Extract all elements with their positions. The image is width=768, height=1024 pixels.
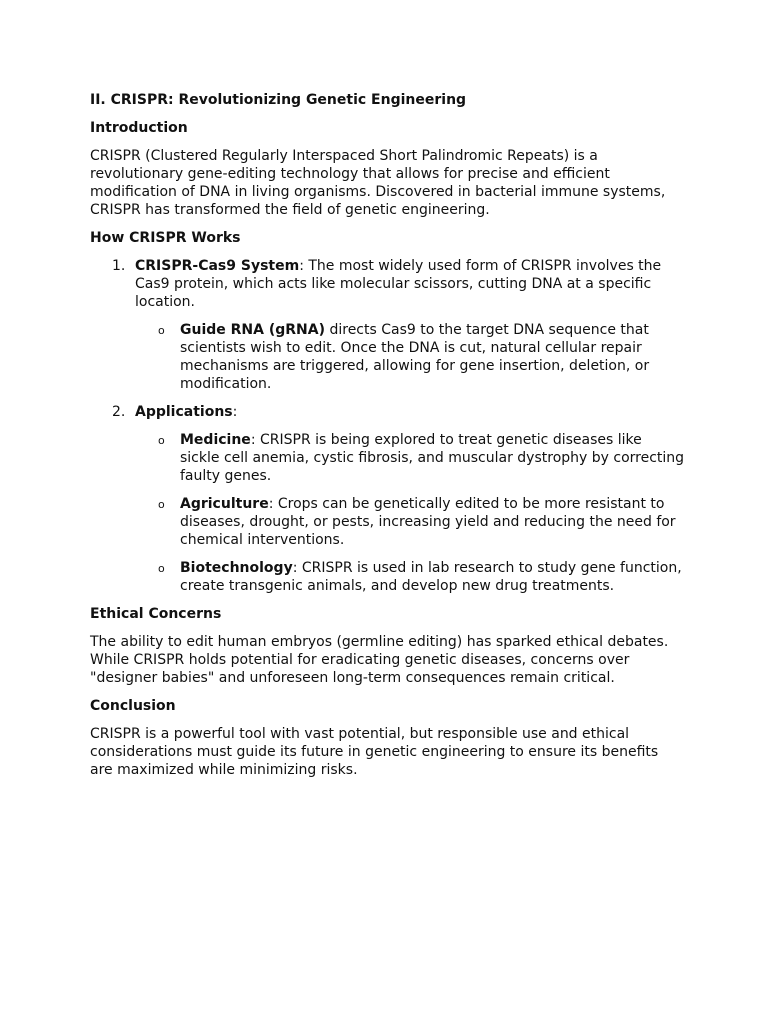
- bullet-marker: o: [158, 562, 165, 575]
- sub-item-term: Guide RNA (gRNA): [180, 322, 326, 338]
- ethical-concerns-paragraph: The ability to edit human embryos (germline editing) has sparked ethical debates. While CRISPR holds potential for eradicating genetic diseases, concerns over "designer babies" and unforeseen long-term consequences remain critical.: [90, 634, 669, 686]
- sub-list-item-biotechnology: [135, 559, 685, 595]
- bullet-marker: o: [158, 498, 165, 511]
- section-heading-conclusion: Conclusion: [90, 698, 176, 714]
- document-page: [90, 91, 685, 789]
- sub-item-text: directs Cas9 to the target DNA sequence that scientists wish to edit. Once the DNA is cut, natural cellular repair mechanisms are triggered, allowing for gene insertion, deletion, or modification.: [180, 322, 650, 392]
- list-item-term: Applications: [135, 404, 233, 420]
- list-item-text: : The most widely used form of CRISPR involves the Cas9 protein, which acts like molecular scissors, cutting DNA at a specific location.: [135, 258, 662, 310]
- sub-list-item-medicine: [135, 431, 685, 485]
- section-heading-introduction: Introduction: [90, 120, 188, 136]
- sub-list: [135, 321, 685, 393]
- document-title: II. CRISPR: Revolutionizing Genetic Engineering: [90, 92, 467, 108]
- sub-list: [135, 431, 685, 595]
- introduction-paragraph: CRISPR (Clustered Regularly Interspaced Short Palindromic Repeats) is a revolutionary gene-editing technology that allows for precise and efficient modification of DNA in living organisms. Discovered in bacterial immune systems, CRISPR has transformed the field of genetic engineering.: [90, 148, 666, 218]
- list-item-crispr-cas9: [90, 257, 685, 393]
- sub-item-term: Medicine: [180, 432, 251, 448]
- sub-list-item-agriculture: [135, 495, 685, 549]
- conclusion-paragraph: CRISPR is a powerful tool with vast potential, but responsible use and ethical considerations must guide its future in genetic engineering to ensure its benefits are maximized while minimizing risks.: [90, 726, 659, 778]
- sub-list-item-guide-rna: [135, 321, 685, 393]
- bullet-marker: o: [158, 324, 165, 337]
- list-item-applications: [90, 403, 685, 595]
- section-heading-ethical-concerns: Ethical Concerns: [90, 606, 222, 622]
- list-marker: 2.: [112, 404, 126, 420]
- sub-item-term: Agriculture: [180, 496, 269, 512]
- numbered-list: [90, 257, 685, 595]
- list-item-term: CRISPR-Cas9 System: [135, 258, 300, 274]
- sub-item-term: Biotechnology: [180, 560, 293, 576]
- sub-item-text: : Crops can be genetically edited to be more resistant to diseases, drought, or pests, increasing yield and reducing the need for chemical interventions.: [180, 496, 676, 548]
- list-marker: 1.: [112, 258, 126, 274]
- list-item-text: :: [232, 404, 238, 420]
- section-heading-how-crispr-works: How CRISPR Works: [90, 230, 241, 246]
- sub-item-text: : CRISPR is used in lab research to study gene function, create transgenic animals, and develop new drug treatments.: [180, 560, 682, 594]
- sub-item-text: : CRISPR is being explored to treat genetic diseases like sickle cell anemia, cystic fibrosis, and muscular dystrophy by correcting faulty genes.: [180, 432, 685, 484]
- bullet-marker: o: [158, 434, 165, 447]
